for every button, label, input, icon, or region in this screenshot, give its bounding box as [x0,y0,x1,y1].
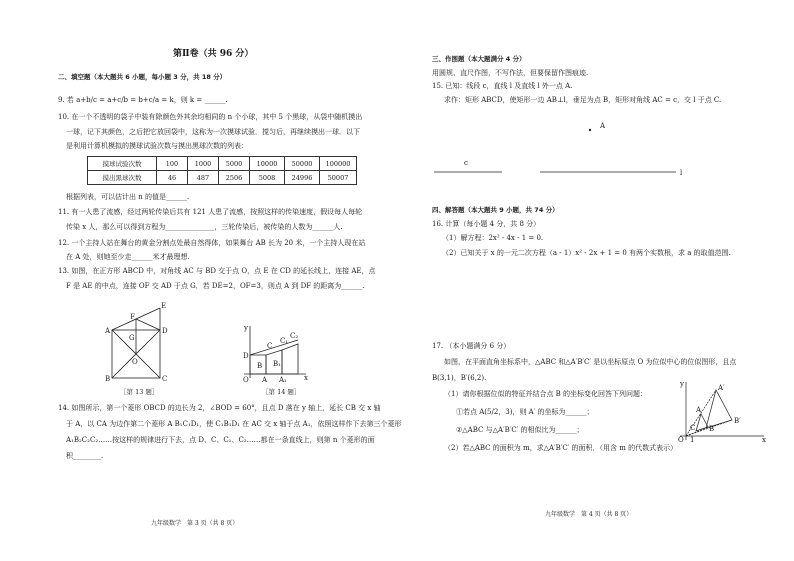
question-10-line-3: 是利用计算机模拟的摸球试验次数与摸出黑球次数的列表： [66,142,248,150]
table-cell: 5000 [219,157,250,171]
question-14-line-3: A₁B₂C₂C₂……按这样的规律进行下去，点 D、C、C₁、C₂……都在一条直线上，则第 n 个菱形的面 [66,436,375,444]
label-o: O [132,358,138,366]
label-b: B [105,375,111,383]
figure-15 [430,120,690,180]
question-10-after: 根据列表，可以估计出 n 的值是______. [66,193,190,201]
question-13-line-1: 13. 如图，在正方形 ABCD 中，对角线 AC 与 BD 交于点 O，点 E 在 CD 的延长线上，连接 AE，点 [58,267,376,275]
label-c: C [267,342,273,350]
section-3-title: 三、作图题（本大题满分 4 分） [432,55,526,63]
table-cell: 1000 [188,157,219,171]
part-title: 第Ⅱ卷（共 96 分） [173,49,254,59]
question-17-line-5: ①若点 A(5/2，3)，则 A′ 的坐标为______； [456,408,594,416]
label-b1: B₁ [273,360,281,368]
table-cell: 46 [157,171,188,185]
label-g: G [129,334,135,342]
table-cell: 2506 [219,171,250,185]
section-3-note: 用圆规、直尺作图，不写作法，但要保留作图痕迹. [432,69,589,77]
label-d: D [243,352,249,360]
table-cell: 50007 [320,171,357,185]
label-c: C [690,424,696,432]
triangle-a1b1c1 [706,390,732,428]
question-16-line-3: （2）已知关于 x 的一元二次方程（a - 1）x² - 2x + 1 = 0 有两个实数根，求 a 的取值范围. [442,249,731,257]
question-14-line-1: 14. 如图所示，第一个菱形 OBCD 的边长为 2，∠BOD = 60°，且点 D 落在 y 轴上，延长 CB 交 x 轴 [58,404,381,412]
label-a: A [262,376,268,384]
table-cell: 100000 [320,157,357,171]
question-10-line-2: 一球，记下其颜色，之后把它放回袋中，这称为一次摸球试验．搅匀后，再继续摸出一球．以下 [66,128,360,136]
question-13-line-2: F 是 AE 的中点，连接 OF 交 AD 于点 G．若 DE=2，OF=3，则点 A 到 DF 的距离为______. [66,282,365,290]
question-12-line-2: 在 A 处，则她至少走______米才最理想. [66,253,190,261]
label-a: A [696,406,702,414]
question-10-table [87,156,357,185]
question-17-line-3: B(3,1)，B′(6,2). [432,374,487,382]
table-cell: 487 [188,171,219,185]
label-a: A [600,122,606,130]
question-12-line-1: 12. 一个主持人站在舞台的黄金分割点处最自然得体，如果舞台 AB 长为 20 米，一个主持人现在站 [58,239,366,247]
right-page-footer: 九年级数学 第 4 页（共 8 页） [545,511,633,518]
question-17-line-4: （1）请你根据位似的特征并结合点 B 的坐标变化回答下列问题： [444,390,648,398]
table-cell: 摸球试验次数 [88,157,157,171]
label-a-prime: A′ [718,384,725,392]
rhombus-3 [282,344,298,374]
question-14-line-2: 于 A，以 CA 为边作第二个菱形 A B₁C₁D₁，使 C₁B₁D₁ 在 AC 交 x 轴于点 A₁，依照这样作下去第三个菱形 [66,420,402,428]
table-row [88,157,357,171]
figure-17 [676,378,770,444]
question-10-line-1: 10. 在一个不透明的袋子中装有除颜色外其余均相同的 n 个小球，其中 5 个黑球，从袋中随机摸出 [58,113,363,121]
label-b: B [257,362,263,370]
table-cell: 摸出黑球次数 [88,171,157,185]
question-15-line-1: 15. 已知：线段 c，直线 l 及直线 l 外一点 A. [432,82,573,90]
question-17-line-6: ②△ABC 与△A′B′C′ 的相似比为______； [456,426,584,434]
table-cell: 100 [157,157,188,171]
label-b-prime: B′ [734,417,741,425]
segment-fd [136,319,160,330]
question-16-line-1: 16. 计算（每小题 4 分，共 8 分） [432,220,541,228]
left-page-footer: 九年级数学 第 3 页（共 8 页） [151,520,239,527]
label-o: O [678,436,684,444]
question-9: 9. 若 a+b/c = a+c/b = b+c/a = k，则 k = ______. [58,96,228,104]
question-16-line-2: （1）解方程：2x² - 4x - 1 = 0. [442,234,544,242]
label-x: x [762,436,766,444]
label-b: B [709,425,715,433]
section-2-title: 二、填空题（本大题共 6 小题，每小题 3 分，共 18 分） [58,73,227,81]
table-row [88,171,357,185]
figure-14 [240,322,310,384]
question-17-line-2: 如图，在平面直角坐标系中，△ABC 和△A′B′C′ 是以坐标原点 O 为位似中心的位似图形，且点 [444,358,737,366]
figure-13-caption: ［第 13 题］ [120,388,159,396]
label-c1: C₁ [280,337,289,345]
point-a [589,129,591,131]
table-cell: 5008 [250,171,285,185]
label-c: C [162,375,168,383]
question-17-line-1: 17. （本小题满分 6 分） [432,342,511,350]
label-a: A [105,327,111,335]
label-f: F [130,313,135,321]
table-cell: 50000 [285,157,320,171]
question-11-line-2: 传染 x 人，那么可以得到方程为______________，三轮传染后，被传染的人数为______人. [66,223,343,231]
label-a1: A₁ [279,376,287,384]
table-cell: 10000 [250,157,285,171]
label-o: O [243,376,249,384]
question-17-line-7: （2）若△ABC 的面积为 m，求△A′B′C′ 的面积．（用含 m 的代数式表示） [444,444,678,452]
label-e: E [161,302,167,310]
triangle-abc [696,414,708,431]
table-cell: 24996 [285,171,320,185]
section-4-title: 四、解答题（本大题共 9 小题，共 74 分） [432,206,559,214]
label-y: y [680,380,684,388]
figure-14-caption: ［第 14 题］ [262,388,301,396]
label-x: x [304,374,308,382]
label-one: 1 [690,436,695,444]
label-c2: C₂ [290,332,299,340]
question-15-line-2: 求作：矩形 ABCD，使矩形一边 AB⊥l，垂足为点 B，矩形对角线 AC = c，交 l 于点 C. [444,96,722,104]
label-l: l [680,169,683,177]
question-11-line-1: 11. 有一人患了流感，经过两轮传染后共有 121 人患了流感，按照这样的传染速度，假设每人每轮 [58,208,363,216]
question-14-line-4: 积________. [66,452,104,460]
label-c: c [464,159,468,167]
label-d: D [162,327,168,335]
figure-13 [100,298,180,384]
label-y: y [244,324,248,332]
